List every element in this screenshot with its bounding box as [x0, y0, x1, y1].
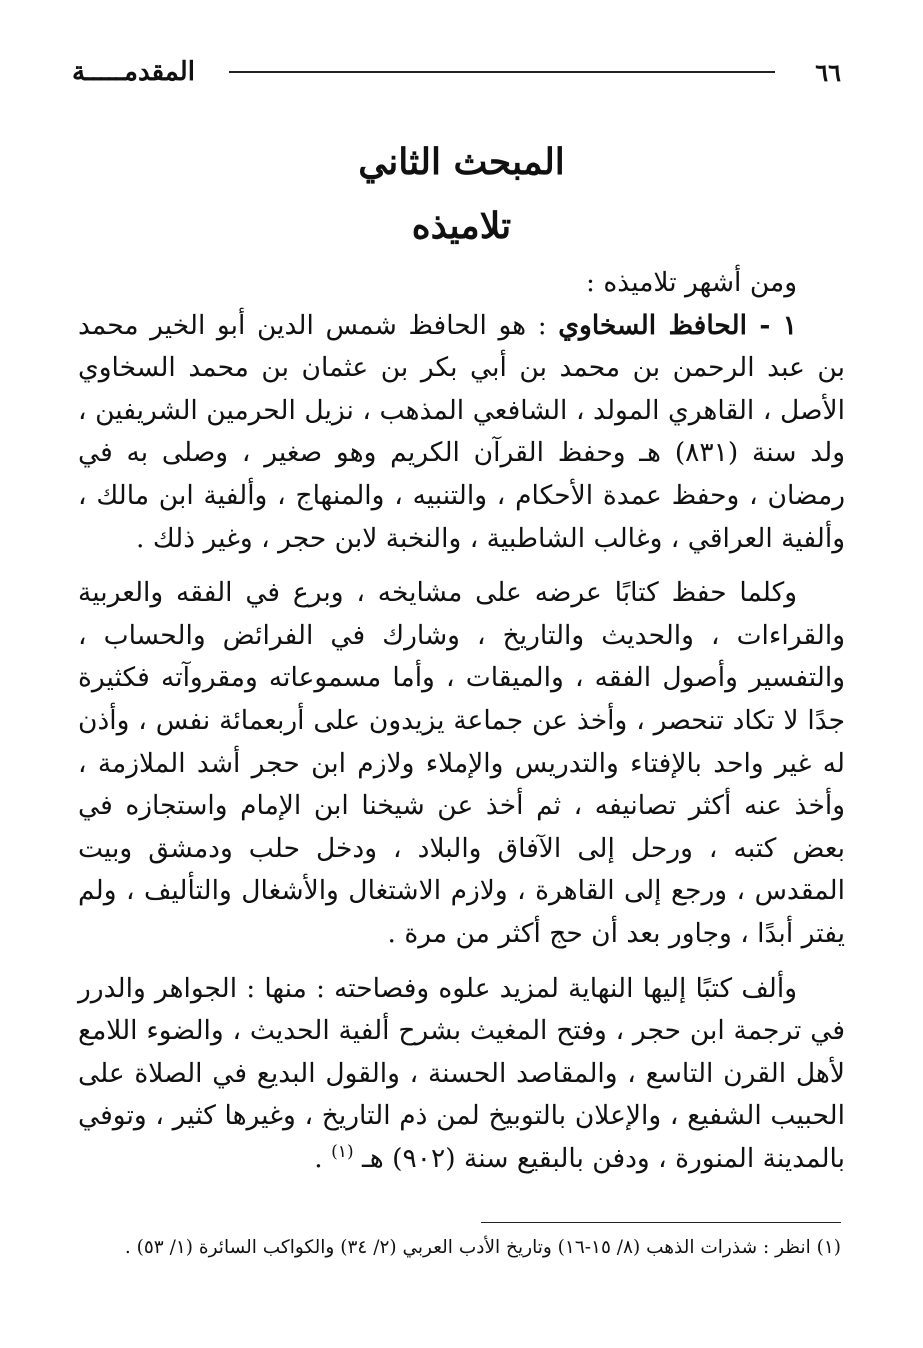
footnote: (١) انظر : شذرات الذهب (٨/ ١٥-١٦) وتاريخ الأدب العربي (٢/ ٣٤) والكواكب السائرة (١/ ٥٣) . [124, 1237, 841, 1258]
paragraph-studies: وكلما حفظ كتابًا عرضه على مشايخه ، وبرع في الفقه والعربية والقراءات ، والحديث والتاريخ ، وشارك في الفرائض والحساب ، والتفسير وأصول الفقه ، والميقات ، وأما مسموعاته ومقروآته فكثيرة جدًا لا تكاد تنحصر ، وأخذ عن جماعة يزيدون على أربعمائة نفس ، وأذن له غير واحد بالإفتاء والتدريس والإملاء ولازم ابن حجر أشد الملازمة ، وأخذ عنه أكثر تصانيفه ، ثم أخذ عن شيخنا ابن الإمام واستجازه في بعض كتبه ، ورحل إلى الآفاق والبلاد ، ودخل حلب ودمشق وبيت المقدس ، ورجع إلى القاهرة ، ولازم الاشتغال والأشغال والتأليف ، ولم يفتر أبدًا ، وجاور بعد أن حج أكثر من مرة . [78, 577, 845, 949]
footnote-reference: (١) [331, 1142, 354, 1163]
footnote-rule [481, 1222, 841, 1223]
entry-heading: ١ - الحافظ السخاوي [558, 309, 797, 341]
entry-paragraph [78, 305, 845, 561]
titles-block [0, 130, 923, 258]
works-text: وألف كتبًا إليها النهاية لمزيد علوه وفصاحته : منها : الجواهر والدرر في ترجمة ابن حجر ، وفتح المغيث بشرح ألفية الحديث ، والضوء اللامع لأهل القرن التاسع ، والمقاصد الحسنة ، والقول البديع في الصلاة على الحبيب الشفيع ، والإعلان بالتوبيخ لمن ذم التاريخ ، وغيرها كثير ، وتوفي بالمدينة المنورة ، ودفن بالبقيع سنة (٩٠٢) هـ [78, 972, 845, 1174]
page-number: ٦٦ [815, 57, 841, 87]
running-header [72, 52, 841, 92]
intro-paragraph: ومن أشهر تلاميذه : [586, 267, 797, 298]
paragraph-works [78, 968, 845, 1181]
entry-text: : هو الحافظ شمس الدين أبو الخير محمد بن عبد الرحمن بن محمد بن أبي بكر بن عثمان بن محمد السخاوي الأصل ، القاهري المولد ، الشافعي المذهب ، نزيل الحرمين الشريفين ، ولد سنة (٨٣١) هـ وحفظ القرآن الكريم وهو صغير ، وصلى به في رمضان ، وحفظ عمدة الأحكام ، والتنبيه ، والمنهاج ، وألفية ابن مالك ، وألفية العراقي ، وغالب الشاطبية ، والنخبة لابن حجر ، وغير ذلك . [78, 309, 845, 554]
header-section-title: المقدمـــــة [72, 57, 195, 87]
header-rule [229, 71, 775, 73]
chapter-title: المبحث الثاني [358, 141, 565, 183]
section-subtitle: تلاميذه [411, 205, 512, 247]
works-end: . [314, 1142, 323, 1174]
body-text [78, 262, 845, 1180]
